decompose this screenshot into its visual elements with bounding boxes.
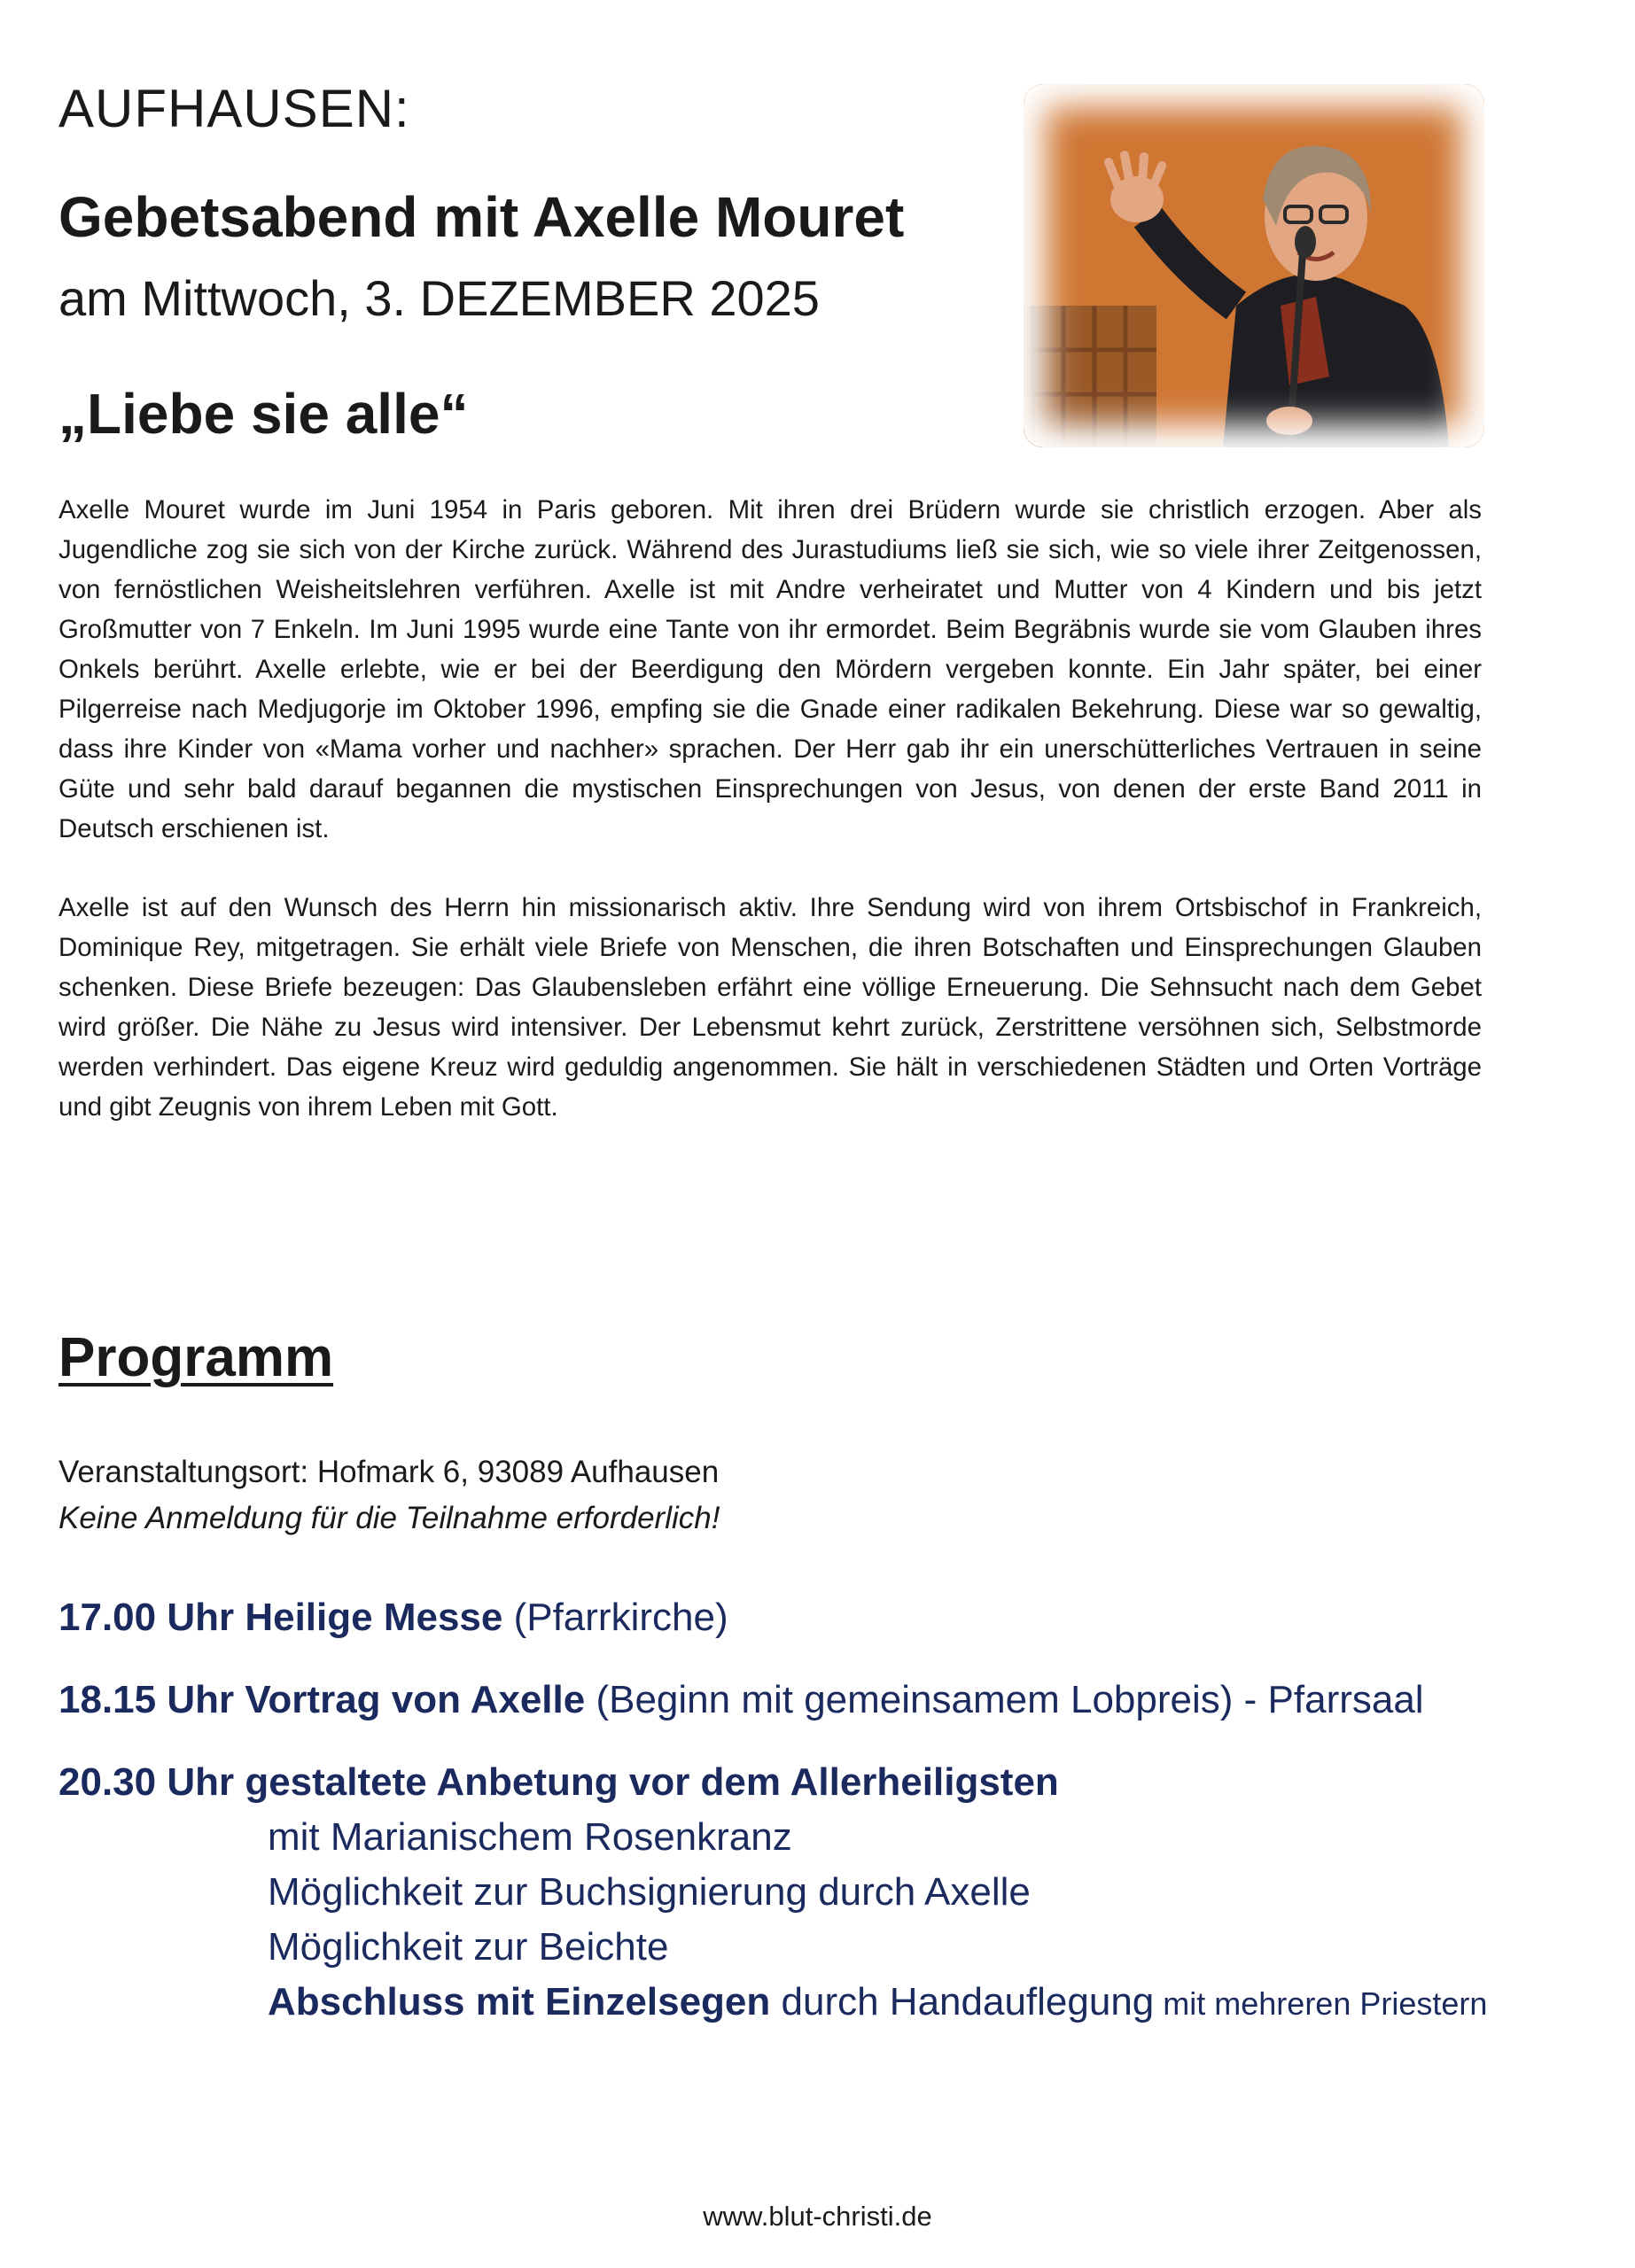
schedule-sub-confession: Möglichkeit zur Beichte — [268, 1925, 669, 1969]
schedule-item-talk-detail: (Beginn mit gemeinsamem Lobpreis) - Pfarrsaal — [585, 1678, 1424, 1721]
schedule-item-adoration — [58, 1755, 1059, 1810]
schedule-sub-rosary: mit Marianischem Rosenkranz — [268, 1815, 792, 1859]
schedule-item-talk-time: 18.15 Uhr Vortrag von Axelle — [58, 1678, 586, 1721]
event-date: am Mittwoch, 3. DEZEMBER 2025 — [58, 270, 820, 326]
schedule-item-talk — [58, 1673, 1424, 1728]
speaker-photo — [1024, 84, 1484, 447]
schedule-sub-blessing-mid: durch Handauflegung — [770, 1980, 1155, 2023]
event-title: Gebetsabend mit Axelle Mouret — [58, 185, 905, 249]
schedule-item-mass — [58, 1590, 728, 1645]
program-venue: Veranstaltungsort: Hofmark 6, 93089 Aufhausen — [58, 1455, 720, 1489]
schedule-sub-book-signing: Möglichkeit zur Buchsignierung durch Axelle — [268, 1870, 1031, 1914]
schedule-item-mass-time: 17.00 Uhr Heilige Messe — [58, 1596, 503, 1639]
footer-url: www.blut-christi.de — [703, 2201, 932, 2232]
schedule-sub-blessing-small: mit mehreren Priestern — [1154, 1985, 1488, 2022]
event-motto: „Liebe sie alle“ — [58, 382, 469, 446]
schedule-sub-blessing-bold: Abschluss mit Einzelsegen — [268, 1980, 771, 2023]
location-heading: AUFHAUSEN: — [58, 79, 410, 138]
program-heading: Programm — [58, 1327, 334, 1388]
program-note: Keine Anmeldung für die Teilnahme erforderlich! — [58, 1501, 720, 1535]
bio-paragraph-1: Axelle Mouret wurde im Juni 1954 in Paris geboren. Mit ihren drei Brüdern wurde sie christlich erzogen. Aber als Jugendliche zog sie sich von der Kirche zurück. Während des Jurastudiums ließ sie sich, wie so viele ihrer Zeitgenossen, von fernöstlichen Weisheitslehren verführen. Axelle ist mit Andre verheiratet und Mutter von 4 Kindern und bis jetzt Großmutter von 7 Enkeln. Im Juni 1995 wurde eine Tante von ihr ermordet. Beim Begräbnis wurde sie vom Glauben ihres Onkels berührt. Axelle erlebte, wie er bei der Beerdigung den Mördern vergeben konnte. Ein Jahr später, bei einer Pilgerreise nach Medjugorje im Oktober 1996, empfing sie die Gnade einer radikalen Bekehrung. Diese war so gewaltig, dass ihre Kinder von «Mama vorher und nachher» sprachen. Der Herr gab ihr ein unerschütterliches Vertrauen in seine Güte und sehr bald darauf begannen die mystischen Einsprechungen von Jesus, von denen der erste Band 2011 in Deutsch erschienen ist. — [58, 495, 1482, 843]
schedule-sub-blessing — [268, 1975, 1487, 2031]
schedule-item-mass-place: (Pfarrkirche) — [502, 1596, 728, 1639]
schedule-item-adoration-time: 20.30 Uhr gestaltete Anbetung vor dem Allerheiligsten — [58, 1760, 1059, 1804]
bio-paragraph-2: Axelle ist auf den Wunsch des Herrn hin missionarisch aktiv. Ihre Sendung wird von ihrem Ortsbischof in Frankreich, Dominique Rey, mitgetragen. Sie erhält viele Briefe von Menschen, die ihren Botschaften und Einsprechungen Glauben schenken. Diese Briefe bezeugen: Das Glaubensleben erfährt eine völlige Erneuerung. Die Sehnsucht nach dem Gebet wird größer. Die Nähe zu Jesus wird intensiver. Der Lebensmut kehrt zurück, Zerstrittene versöhnen sich, Selbstmorde werden verhindert. Das eigene Kreuz wird geduldig angenommen. Sie hält in verschiedenen Städten und Orten Vorträge und gibt Zeugnis von ihrem Leben mit Gott. — [58, 893, 1482, 1122]
